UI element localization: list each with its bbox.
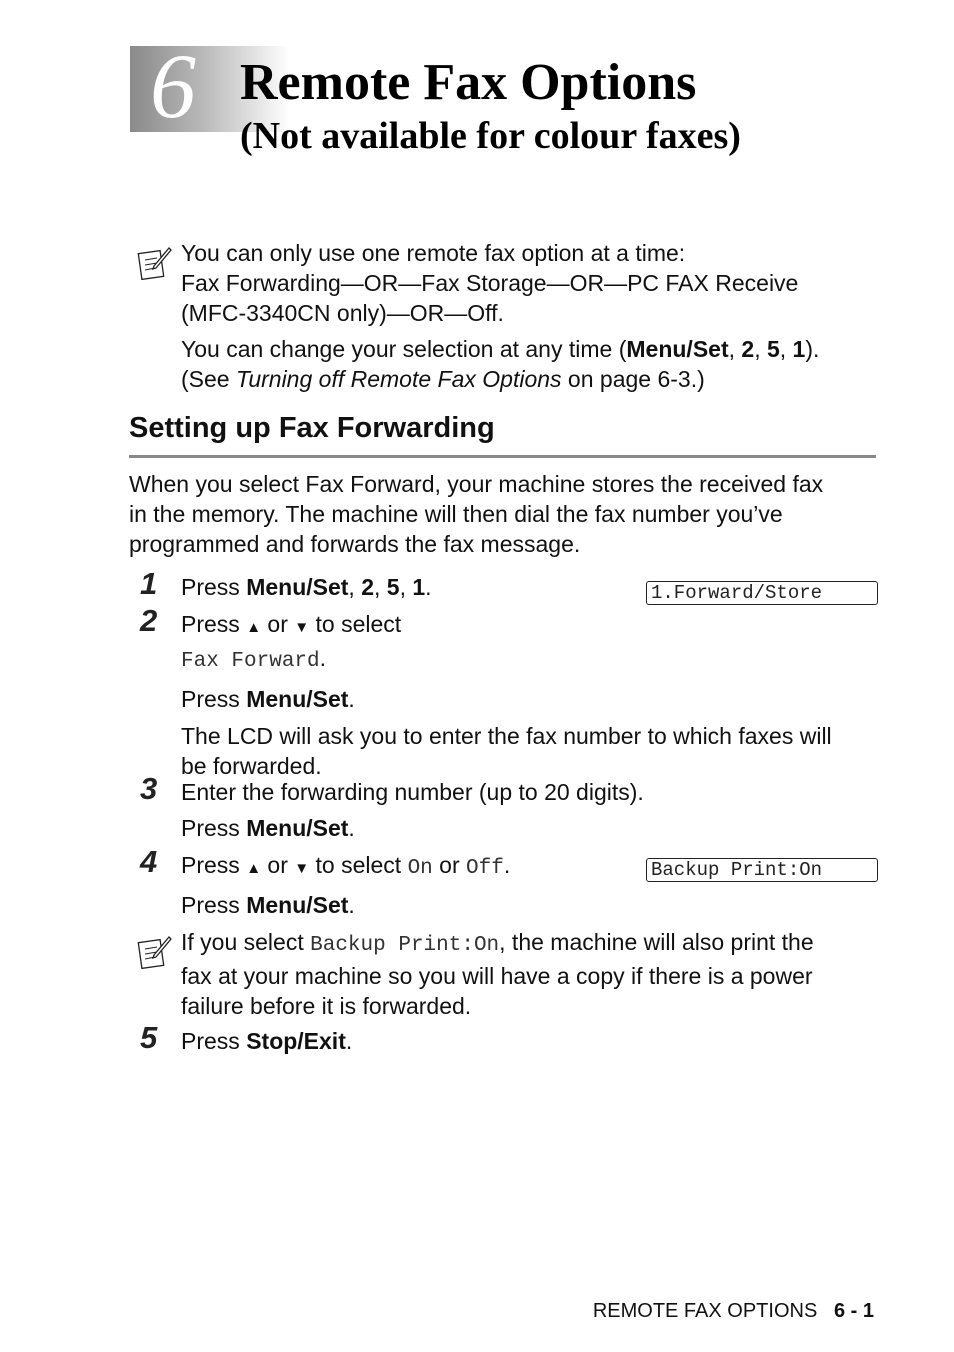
intro-line: programmed and forwards the fax message. <box>129 531 581 557</box>
text: , <box>728 336 742 362</box>
step-line <box>181 609 881 643</box>
note-change-selection <box>181 334 881 364</box>
step-line <box>181 684 881 714</box>
note-line: Fax Forwarding—OR—Fax Storage—OR—PC FAX Receive <box>181 270 799 296</box>
note-line: You can only use one remote fax option at a time: <box>181 240 686 266</box>
text: or <box>432 852 467 878</box>
key: 2 <box>741 336 755 362</box>
menu-option: Backup Print:On <box>310 934 500 957</box>
key-menu-set: Menu/Set <box>246 892 349 918</box>
note-pencil-icon <box>136 933 172 969</box>
key-stop-exit: Stop/Exit <box>246 1028 346 1054</box>
down-arrow-icon: ▼ <box>294 860 310 877</box>
section-divider <box>129 455 876 458</box>
step-number: 5 <box>140 1020 158 1055</box>
note-pencil-icon <box>136 244 172 280</box>
text: to select <box>309 611 402 637</box>
key: 5 <box>386 574 400 600</box>
intro-line: in the memory. The machine will then dial the fax number you’ve <box>129 501 783 527</box>
down-arrow-icon: ▼ <box>294 619 310 636</box>
text: or <box>261 611 295 637</box>
intro-line: When you select Fax Forward, your machine stores the received fax <box>129 471 824 497</box>
step-5-text <box>181 1026 352 1056</box>
text: You can change your selection at any time ( <box>181 336 627 362</box>
text: , <box>779 336 793 362</box>
section-intro <box>129 469 889 559</box>
key: 2 <box>361 574 374 600</box>
step-number: 1 <box>140 566 158 601</box>
text: . <box>319 645 327 671</box>
text: Press <box>181 852 247 878</box>
lcd-display: Backup Print:On <box>646 858 878 882</box>
cross-reference: Turning off Remote Fax Options <box>235 366 562 392</box>
section-heading: Setting up Fax Forwarding <box>129 412 495 444</box>
step-number: 2 <box>140 603 158 638</box>
text: , <box>374 574 387 600</box>
text: , the machine will also print the <box>499 929 814 955</box>
chapter-subtitle: (Not available for colour faxes) <box>240 115 741 157</box>
text: Press <box>181 892 247 918</box>
step-line <box>181 813 881 843</box>
note-see-reference <box>181 364 881 394</box>
key: 1 <box>792 336 806 362</box>
text: Press <box>181 815 247 841</box>
text: Press <box>181 686 247 712</box>
text: to select <box>309 852 408 878</box>
text: . <box>348 815 355 841</box>
step-1-text <box>181 572 432 602</box>
chapter-number: 6 <box>150 35 196 137</box>
step-line <box>181 850 631 884</box>
step-number: 3 <box>140 771 158 806</box>
menu-option: On <box>407 857 433 880</box>
step-line: The LCD will ask you to enter the fax number to which faxes will <box>181 723 832 749</box>
step-3-text <box>181 777 881 843</box>
text: . <box>348 686 355 712</box>
note-line: fax at your machine so you will have a copy if there is a power <box>181 963 813 989</box>
step-line <box>181 643 881 677</box>
lcd-display: 1.Forward/Store <box>646 581 878 605</box>
text: on page 6-3.) <box>561 366 705 392</box>
text: . <box>503 852 511 878</box>
step-line: be forwarded. <box>181 753 322 779</box>
chapter-title: Remote Fax Options <box>240 54 697 111</box>
text: , <box>348 574 362 600</box>
step-line <box>181 890 631 920</box>
step-2-text <box>181 609 881 781</box>
key: 5 <box>766 336 780 362</box>
text: Press <box>181 574 247 600</box>
page-footer <box>593 1300 874 1323</box>
note-line <box>181 927 891 961</box>
step-line: Enter the forwarding number (up to 20 digits). <box>181 779 644 805</box>
text: , <box>754 336 767 362</box>
note-line: failure before it is forwarded. <box>181 993 472 1019</box>
note-remote-options <box>181 238 881 394</box>
text: . <box>425 574 432 600</box>
text: Press <box>181 611 247 637</box>
footer-label: REMOTE FAX OPTIONS <box>592 1300 818 1322</box>
up-arrow-icon: ▲ <box>246 619 262 636</box>
note-backup-print <box>181 927 891 1021</box>
text: . <box>345 1028 353 1054</box>
page-number: 6 - 1 <box>833 1300 874 1322</box>
text: Press <box>181 1028 247 1054</box>
key: 1 <box>412 574 426 600</box>
step-4-text <box>181 850 631 920</box>
key-menu-set: Menu/Set <box>246 815 349 841</box>
menu-option: Off <box>466 857 504 880</box>
text: . <box>348 892 355 918</box>
text: (See <box>181 366 236 392</box>
key-menu-set: Menu/Set <box>246 574 349 600</box>
menu-option: Fax Forward <box>181 650 320 673</box>
text: or <box>261 852 295 878</box>
key-menu-set: Menu/Set <box>246 686 349 712</box>
text: ). <box>805 336 820 362</box>
step-number: 4 <box>140 844 158 879</box>
text: , <box>399 574 413 600</box>
key-menu-set: Menu/Set <box>626 336 729 362</box>
note-line: (MFC-3340CN only)—OR—Off. <box>181 300 504 326</box>
up-arrow-icon: ▲ <box>246 860 262 877</box>
text: If you select <box>181 929 311 955</box>
